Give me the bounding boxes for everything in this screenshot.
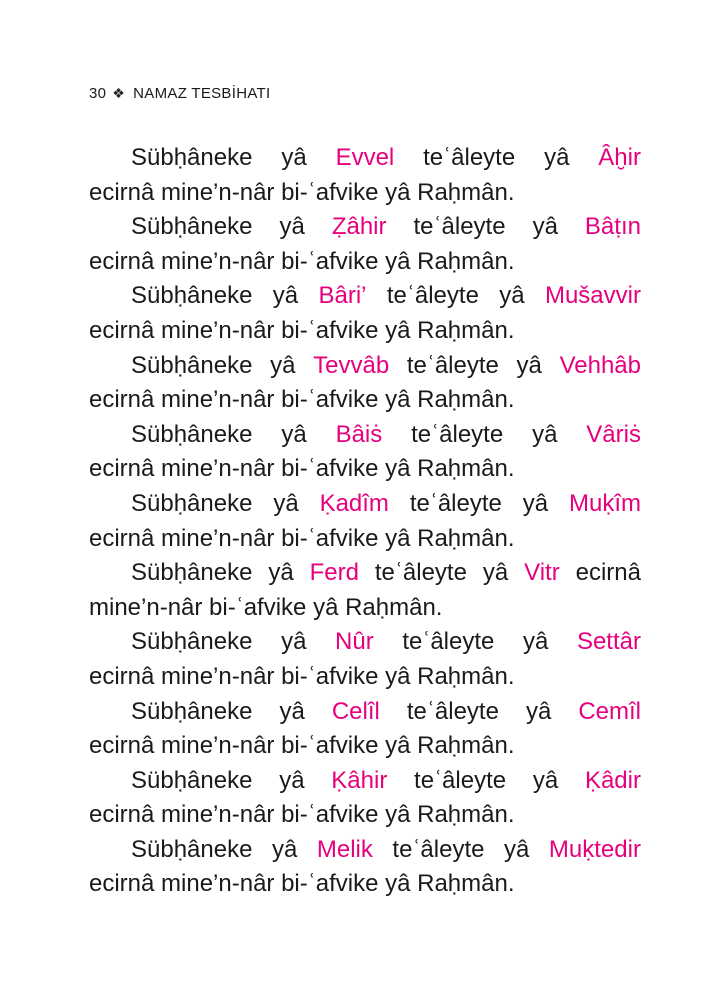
word: yâ	[522, 489, 549, 517]
stanza-line-1	[89, 279, 641, 314]
running-header	[89, 85, 270, 102]
word: yâ	[270, 351, 296, 379]
divine-name: Muḳtedir	[548, 835, 641, 863]
divine-name: Ẓâhir	[331, 213, 387, 241]
word: yâ	[544, 144, 570, 171]
divine-name: Celîl	[331, 697, 380, 725]
word: ecirnâ	[575, 559, 641, 587]
word: teʿâleyte	[406, 351, 499, 379]
word: Sübḥâneke	[131, 213, 253, 241]
stanza-line-1	[89, 210, 641, 245]
word: Sübḥâneke	[131, 835, 253, 863]
word: yâ	[532, 420, 558, 448]
stanza	[89, 556, 641, 625]
word: yâ	[522, 628, 549, 656]
word: teʿâleyte	[414, 766, 507, 794]
stanza-line-2: ecirnâ mine’n-nâr bi-ʿafvike yâ Raḥmân.	[89, 662, 515, 690]
diamond-ornament-icon: ❖	[112, 85, 126, 101]
tesbihat-text	[89, 141, 641, 902]
divine-name: Âḫir	[598, 144, 641, 171]
stanza-line-1	[89, 487, 641, 522]
word: teʿâleyte	[392, 835, 485, 863]
word: teʿâleyte	[409, 489, 502, 517]
stanza-line-1	[89, 556, 641, 591]
word: yâ	[281, 420, 307, 448]
word: yâ	[532, 213, 558, 241]
word: yâ	[504, 835, 530, 863]
stanza-line-2: ecirnâ mine’n-nâr bi-ʿafvike yâ Raḥmân.	[89, 732, 515, 760]
stanza	[89, 833, 641, 902]
divine-name: Evvel	[335, 144, 395, 171]
stanza-line-1	[89, 625, 641, 660]
stanza-line-2: ecirnâ mine’n-nâr bi-ʿafvike yâ Raḥmân.	[89, 455, 515, 483]
word: yâ	[272, 282, 299, 310]
word: teʿâleyte	[413, 213, 506, 241]
divine-name: Vitr	[524, 559, 560, 587]
divine-name: Ḳâhir	[331, 766, 388, 794]
divine-name: Bâri’	[318, 282, 367, 310]
divine-name: Tevvâb	[313, 351, 390, 379]
stanza-line-1	[89, 349, 641, 384]
word: yâ	[279, 766, 305, 794]
divine-name: Melik	[316, 835, 373, 863]
word: Sübḥâneke	[131, 489, 253, 517]
stanza	[89, 141, 641, 210]
divine-name: Muḳîm	[568, 489, 641, 517]
stanza-line-2: ecirnâ mine’n-nâr bi-ʿafvike yâ Raḥmân.	[89, 801, 515, 829]
word: teʿâleyte	[374, 559, 467, 587]
word: yâ	[532, 766, 559, 794]
divine-name: Cemîl	[578, 697, 641, 725]
stanza-line-1	[89, 695, 641, 730]
divine-name: Bâiṡ	[335, 420, 383, 448]
word: Sübḥâneke	[131, 420, 253, 448]
word: Sübḥâneke	[131, 282, 253, 310]
stanza-line-1	[89, 141, 641, 176]
stanza-line-2: ecirnâ mine’n-nâr bi-ʿafvike yâ Raḥmân.	[89, 386, 515, 414]
word: teʿâleyte	[406, 697, 499, 725]
divine-name: Ferd	[309, 559, 359, 587]
stanza-line-1	[89, 833, 641, 868]
word: yâ	[482, 559, 509, 587]
divine-name: Ḳadîm	[319, 489, 389, 517]
word: teʿâleyte	[411, 420, 504, 448]
word: yâ	[268, 559, 294, 587]
stanza-line-1	[89, 764, 641, 799]
word: teʿâleyte	[402, 628, 495, 656]
divine-name: Ḳâdir	[584, 766, 641, 794]
divine-name: Vehhâb	[559, 351, 641, 379]
stanza-line-2: ecirnâ mine’n-nâr bi-ʿafvike yâ Raḥmân.	[89, 247, 515, 275]
header-title: NAMAZ TESBİHATI	[133, 85, 271, 102]
divine-name: Bâṭın	[584, 213, 641, 241]
stanza	[89, 625, 641, 694]
stanza	[89, 279, 641, 348]
word: teʿâleyte	[386, 282, 479, 310]
word: yâ	[499, 282, 525, 310]
word: Sübḥâneke	[131, 351, 253, 379]
stanza-line-2: mine’n-nâr bi-ʿafvike yâ Raḥmân.	[89, 593, 443, 621]
stanza	[89, 210, 641, 279]
divine-name: Nûr	[335, 628, 374, 656]
stanza-line-2: ecirnâ mine’n-nâr bi-ʿafvike yâ Raḥmân.	[89, 316, 515, 344]
word: Sübḥâneke	[131, 628, 253, 656]
divine-name: Settâr	[576, 628, 641, 656]
word: Sübḥâneke	[131, 766, 253, 794]
word: Sübḥâneke	[131, 697, 253, 725]
divine-name: Mušavvir	[544, 282, 641, 310]
word: Sübḥâneke	[131, 559, 253, 587]
stanza	[89, 695, 641, 764]
stanza	[89, 487, 641, 556]
word: yâ	[281, 628, 307, 656]
word: yâ	[279, 697, 305, 725]
word: yâ	[281, 144, 307, 171]
stanza-line-2: ecirnâ mine’n-nâr bi-ʿafvike yâ Raḥmân.	[89, 870, 515, 898]
word: teʿâleyte	[423, 144, 516, 171]
word: yâ	[525, 697, 552, 725]
stanza-line-2: ecirnâ mine’n-nâr bi-ʿafvike yâ Raḥmân.	[89, 178, 515, 206]
word: yâ	[516, 351, 542, 379]
stanza	[89, 764, 641, 833]
word: yâ	[279, 213, 305, 241]
stanza	[89, 418, 641, 487]
page-number: 30	[89, 85, 107, 102]
stanza-line-1	[89, 418, 641, 453]
stanza	[89, 349, 641, 418]
stanza-line-2: ecirnâ mine’n-nâr bi-ʿafvike yâ Raḥmân.	[89, 524, 515, 552]
word: yâ	[273, 489, 299, 517]
word: yâ	[271, 835, 298, 863]
word: Sübḥâneke	[131, 144, 253, 171]
divine-name: Vâriṡ	[586, 420, 641, 448]
